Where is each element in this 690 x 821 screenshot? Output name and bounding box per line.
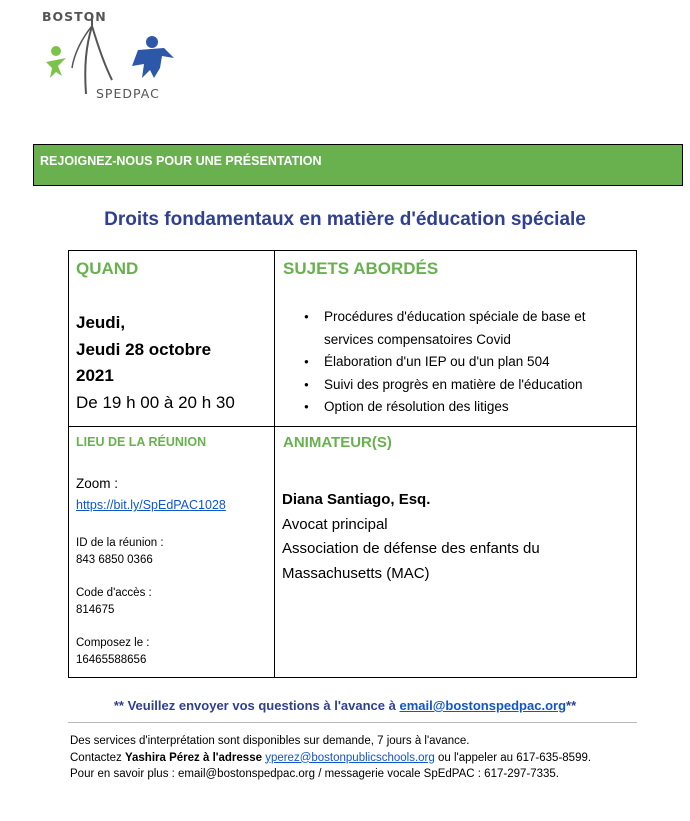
footer-divider <box>68 722 637 723</box>
contact-suffix: ou l'appeler au 617-635-8599. <box>434 751 592 764</box>
boston-spedpac-logo <box>34 6 194 106</box>
contact-email-link[interactable]: yperez@bostonpublicschools.org <box>265 751 435 764</box>
dial-label: Composez le : <box>76 637 150 649</box>
topics-list <box>300 306 620 419</box>
passcode-value: 814675 <box>76 604 115 616</box>
zoom-link[interactable]: https://bit.ly/SpEdPAC1028 <box>76 498 226 512</box>
presenter-name: Diana Santiago, Esq. <box>282 491 431 508</box>
questions-suffix: ** <box>566 698 577 713</box>
list-item: ● Procédures d'éducation spéciale de base et services compensatoires Covid <box>300 306 620 351</box>
presenter-role: Avocat principal <box>282 515 388 533</box>
when-time: De 19 h 00 à 20 h 30 <box>76 392 235 412</box>
presenter-info <box>282 488 622 586</box>
list-item: ● Élaboration d'un IEP ou d'un plan 504 <box>300 351 620 374</box>
questions-email-link[interactable]: email@bostonspedpac.org <box>399 698 567 713</box>
presenters-heading: ANIMATEUR(S) <box>283 434 392 451</box>
table-divider-vertical <box>274 250 275 678</box>
logo-top-text: BOSTON <box>42 9 107 24</box>
meeting-id-value: 843 6850 0366 <box>76 554 153 566</box>
presenter-org: Association de défense des enfants du Massachusetts (MAC) <box>282 540 540 582</box>
when-day: Jeudi, <box>76 313 126 332</box>
passcode-label: Code d'accès : <box>76 587 152 599</box>
list-item: ● Suivi des progrès en matière de l'éducation <box>300 374 620 397</box>
page-title: Droits fondamentaux en matière d'éducation spéciale <box>104 209 586 230</box>
questions-note <box>0 698 690 713</box>
table-divider-horizontal <box>68 426 637 427</box>
footer-more-info: Pour en savoir plus : email@bostonspedpac.org / messagerie vocale SpEdPAC : 617-297-7335. <box>70 768 559 780</box>
location-heading: LIEU DE LA RÉUNION <box>76 435 207 449</box>
dial-value: 16465588656 <box>76 654 147 666</box>
footer-contact <box>70 750 630 767</box>
questions-text: ** Veuillez envoyer vos questions à l'avance à <box>113 698 400 713</box>
contact-prefix: Contactez <box>70 751 125 764</box>
when-date: Jeudi 28 octobre <box>76 339 212 359</box>
banner-text: REJOIGNEZ-NOUS POUR UNE PRÉSENTATION <box>40 154 322 168</box>
logo-bottom-text: SPEDPAC <box>96 86 160 101</box>
list-item: ● Option de résolution des litiges <box>300 396 620 419</box>
meeting-id-label: ID de la réunion : <box>76 537 164 549</box>
topics-heading: SUJETS ABORDÉS <box>283 259 439 278</box>
footer <box>70 733 630 783</box>
when-year: 2021 <box>76 366 114 385</box>
contact-name: Yashira Pérez à l'adresse <box>124 751 262 764</box>
footer-interpretation: Des services d'interprétation sont disponibles sur demande, 7 jours à l'avance. <box>70 735 470 747</box>
join-banner <box>33 144 683 186</box>
when-details <box>76 310 235 416</box>
when-heading: QUAND <box>76 259 139 278</box>
zoom-label: Zoom : <box>76 476 119 491</box>
